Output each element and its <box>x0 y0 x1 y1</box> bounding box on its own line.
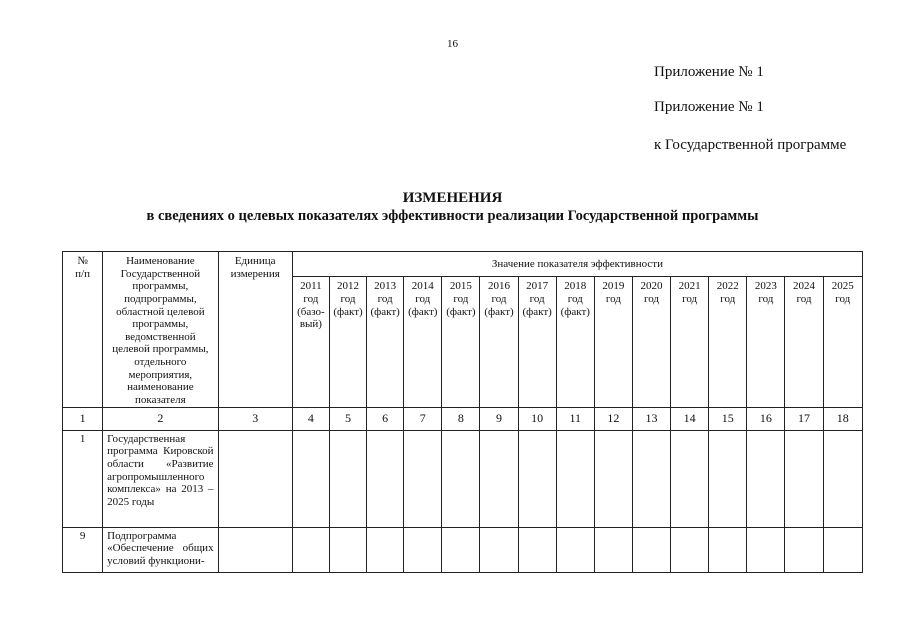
column-number: 11 <box>556 407 594 430</box>
value-cell <box>823 527 862 572</box>
header-year: 2013 год (факт) <box>367 277 404 407</box>
column-number: 18 <box>823 407 862 430</box>
header-year: 2012 год (факт) <box>329 277 366 407</box>
value-cell <box>785 527 823 572</box>
value-cell <box>556 430 594 527</box>
header-number: № п/п <box>63 252 103 408</box>
document-title: ИЗМЕНЕНИЯ <box>402 190 503 206</box>
header-year: 2021 год <box>671 277 709 407</box>
value-cell <box>367 527 404 572</box>
column-number-row <box>63 407 863 430</box>
header-unit: Единица измерения <box>218 252 292 408</box>
appendix-line-3: к Государственной программе <box>654 137 847 153</box>
value-cell <box>404 527 442 572</box>
value-cell <box>785 430 823 527</box>
value-cell <box>594 430 632 527</box>
column-number: 9 <box>480 407 518 430</box>
column-number: 4 <box>292 407 329 430</box>
value-cell <box>292 527 329 572</box>
header-year: 2022 год <box>709 277 747 407</box>
value-cell <box>747 527 785 572</box>
column-number: 16 <box>747 407 785 430</box>
row-name: Государственная программа Кировской области «Развитие агропромышленного комплекса» на 2013 – 2025 годы <box>103 430 218 527</box>
column-number: 2 <box>103 407 218 430</box>
row-number: 1 <box>63 430 103 527</box>
header-year: 2023 год <box>747 277 785 407</box>
value-cell <box>594 527 632 572</box>
value-cell <box>367 430 404 527</box>
column-number: 8 <box>442 407 480 430</box>
header-year: 2018 год (факт) <box>556 277 594 407</box>
value-cell <box>480 430 518 527</box>
header-year: 2025 год <box>823 277 862 407</box>
header-year: 2019 год <box>594 277 632 407</box>
column-number: 7 <box>404 407 442 430</box>
value-cell <box>671 527 709 572</box>
column-number: 13 <box>632 407 670 430</box>
table-row <box>63 527 863 572</box>
column-number: 15 <box>709 407 747 430</box>
header-year: 2014 год (факт) <box>404 277 442 407</box>
indicators-table <box>62 251 863 573</box>
column-number: 5 <box>329 407 366 430</box>
column-number: 17 <box>785 407 823 430</box>
value-cell <box>480 527 518 572</box>
header-year: 2011 год (базо- вый) <box>292 277 329 407</box>
value-cell <box>518 527 556 572</box>
row-name: Подпрограмма «Обеспечение общих условий функциони- <box>103 527 218 572</box>
column-number: 12 <box>594 407 632 430</box>
header-year: 2016 год (факт) <box>480 277 518 407</box>
page-number: 16 <box>447 38 458 50</box>
header-name: Наименование Государственной программы, подпрограммы, областной целевой программы, ведомственной целевой программы, отдельного мероприятия, наименование показателя <box>103 252 218 408</box>
column-number: 14 <box>671 407 709 430</box>
row-unit <box>218 430 292 527</box>
column-number: 6 <box>367 407 404 430</box>
value-cell <box>404 430 442 527</box>
value-cell <box>823 430 862 527</box>
appendix-line-2: Приложение № 1 <box>654 99 764 115</box>
appendix-line-1: Приложение № 1 <box>654 64 764 80</box>
document-subtitle: в сведениях о целевых показателях эффективности реализации Государственной программы <box>146 208 759 224</box>
value-cell <box>329 527 366 572</box>
header-year: 2015 год (факт) <box>442 277 480 407</box>
value-cell <box>671 430 709 527</box>
value-cell <box>709 430 747 527</box>
value-cell <box>632 527 670 572</box>
value-cell <box>709 527 747 572</box>
header-values: Значение показателя эффективности <box>292 252 862 277</box>
value-cell <box>632 430 670 527</box>
row-number: 9 <box>63 527 103 572</box>
value-cell <box>329 430 366 527</box>
value-cell <box>442 430 480 527</box>
value-cell <box>442 527 480 572</box>
row-unit <box>218 527 292 572</box>
table-row <box>63 430 863 527</box>
header-year: 2024 год <box>785 277 823 407</box>
column-number: 10 <box>518 407 556 430</box>
column-number: 3 <box>218 407 292 430</box>
value-cell <box>292 430 329 527</box>
header-year: 2020 год <box>632 277 670 407</box>
header-year: 2017 год (факт) <box>518 277 556 407</box>
column-number: 1 <box>63 407 103 430</box>
value-cell <box>518 430 556 527</box>
value-cell <box>556 527 594 572</box>
value-cell <box>747 430 785 527</box>
